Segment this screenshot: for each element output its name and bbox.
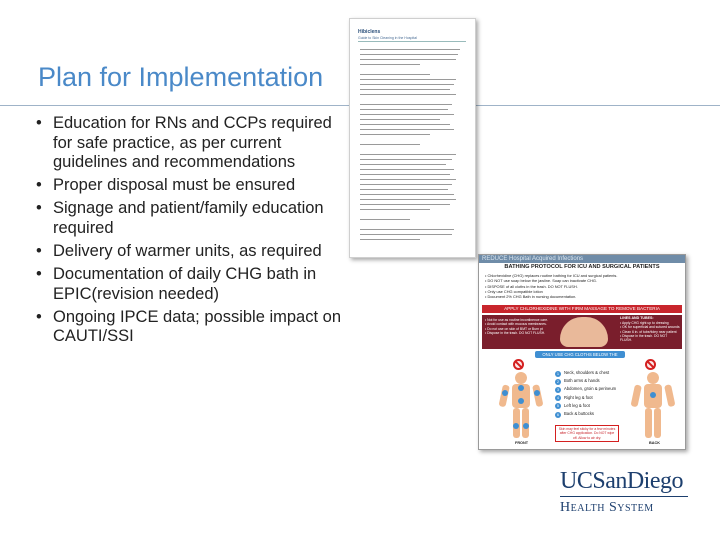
poster-panel-left-list <box>485 318 549 335</box>
bullet-item: • Signage and patient/family education required <box>36 199 346 238</box>
poster-protocol-item: • Chlorhexidine (CHG) replaces routine bathing for ICU and surgical patients. <box>485 273 617 278</box>
poster-panel-item: • Apply CHG right up to dressing <box>620 321 680 325</box>
bullet-item: • Documentation of daily CHG bath in EPIC(revision needed) <box>36 265 346 304</box>
no-symbol-icon <box>513 359 524 370</box>
step-label: Back & buttocks <box>564 411 595 417</box>
bathing-step <box>555 402 616 410</box>
doc1-subtitle: Guide to Skin Cleaning in the Hospital <box>358 36 417 40</box>
doc1-text-line <box>360 64 420 65</box>
doc1-text-line <box>360 184 452 185</box>
step-number: 3 <box>555 387 561 393</box>
bullet-list <box>36 114 346 351</box>
doc1-text-line <box>360 179 456 180</box>
doc1-text-line <box>360 209 430 210</box>
doc1-title: Hibiclens <box>358 29 381 35</box>
doc1-text-line <box>360 94 456 95</box>
doc1-text-line <box>360 104 452 105</box>
poster-panel-item: • Avoid contact with mucous membranes. <box>485 322 549 326</box>
poster-panel-item: • Clean 6 in. of tube/foley near patient <box>620 330 680 334</box>
step-number: 4 <box>555 395 561 401</box>
poster-protocol-item: • DO NOT use soap below the jawline. Soap can inactivate CHG. <box>485 278 617 283</box>
poster-protocol-item: • Only use CHG compatible lotion <box>485 289 617 294</box>
poster-panel-right-heading: LINES AND TUBES: <box>620 316 654 320</box>
poster-protocol-item: • Document 2% CHG Bath in nursing documentation. <box>485 294 617 299</box>
bathing-step <box>555 369 616 377</box>
doc1-text-line <box>360 134 430 135</box>
step-label: Right leg & foot <box>564 394 593 400</box>
doc1-text-line <box>360 59 456 60</box>
doc1-text-line <box>360 199 456 200</box>
no-symbol-icon <box>645 359 656 370</box>
step-label: Abdomen, groin & perineum <box>564 386 617 392</box>
doc1-text-line <box>360 109 448 110</box>
poster-body-diagrams <box>479 359 685 449</box>
doc1-text-line <box>360 154 456 155</box>
doc1-text-line <box>360 159 452 160</box>
doc1-text-line <box>360 49 460 50</box>
poster-panel-item: • Do not use on skin of BMT or Burn pt <box>485 327 549 331</box>
doc1-text-line <box>360 114 454 115</box>
doc1-text-line <box>360 204 450 205</box>
doc1-text-line <box>360 119 440 120</box>
logo-line2: Health System <box>560 500 654 515</box>
step-number: 6 <box>555 412 561 418</box>
poster-panel-right-list <box>620 321 680 342</box>
step-label: Both arms & hands <box>564 378 600 384</box>
doc1-text-line <box>360 229 454 230</box>
doc1-text-line <box>360 89 450 90</box>
face-illustration <box>560 317 608 347</box>
doc1-text-line <box>360 129 454 130</box>
step-number: 5 <box>555 403 561 409</box>
doc1-text-line <box>360 239 420 240</box>
doc1-text-line <box>360 164 446 165</box>
poster-subtitle: BATHING PROTOCOL FOR ICU AND SURGICAL PATIENTS <box>504 264 660 270</box>
bullet-item: • Education for RNs and CCPs required for safe practice, as per current guidelines and recommendations <box>36 114 346 173</box>
front-label: FRONT <box>515 441 529 445</box>
doc1-divider <box>358 41 466 42</box>
bathing-step <box>555 410 616 418</box>
ucsd-health-logo <box>560 468 688 516</box>
doc1-text-line <box>360 169 454 170</box>
poster-protocol-item: • DISPOSE of all cloths in the trash. DO NOT FLUSH. <box>485 284 617 289</box>
poster-protocol-list <box>485 273 617 299</box>
poster-panel-item: • Not for use as routine incontinence care. <box>485 318 549 322</box>
doc1-text-line <box>360 194 454 195</box>
bathing-step <box>555 377 616 385</box>
step-number: 1 <box>555 371 561 377</box>
back-body-figure <box>625 371 681 441</box>
doc1-text-line <box>360 144 420 145</box>
poster-red-banner: APPLY CHLORHEXIDINE WITH FIRM MASSAGE TO REMOVE BACTERIA <box>482 305 682 313</box>
bullet-item: • Ongoing IPCE data; possible impact on CAUTI/SSI <box>36 308 346 347</box>
bathing-step <box>555 394 616 402</box>
doc1-text-line <box>360 74 430 75</box>
bathing-steps-list <box>555 369 616 418</box>
bathing-step <box>555 385 616 393</box>
hibiclens-guide-image <box>349 18 476 258</box>
front-body-figure <box>493 371 549 441</box>
poster-panel-item: • Dispose in the trash. DO NOT FLUSH. <box>620 334 680 343</box>
doc1-text-line <box>360 124 450 125</box>
poster-blue-banner: ONLY USE CHG CLOTHS BELOW THE JAWLINE <box>535 351 625 358</box>
bathing-protocol-poster <box>478 254 686 450</box>
poster-header: REDUCE Hospital Acquired Infections <box>479 255 686 263</box>
logo-line1: UCSanDiego <box>560 468 683 494</box>
poster-panel-item: • Dispose in the trash. DO NOT FLUSH. <box>485 331 549 335</box>
bullet-item: • Proper disposal must be ensured <box>36 176 346 196</box>
doc1-text-line <box>360 79 456 80</box>
bullet-item: • Delivery of warmer units, as required <box>36 242 346 262</box>
poster-panel-item: • OK for superficial and sutured wounds <box>620 325 680 329</box>
logo-divider <box>560 496 688 497</box>
doc1-text-line <box>360 234 452 235</box>
poster-warning-panel <box>482 315 682 349</box>
slide-title: Plan for Implementation <box>38 62 324 92</box>
doc1-text-line <box>360 174 450 175</box>
step-label: Left leg & foot <box>564 402 590 408</box>
doc1-text-line <box>360 84 454 85</box>
doc1-text-line <box>360 54 458 55</box>
back-label: BACK <box>649 441 660 445</box>
poster-note: Skin may feel sticky for a few minutes after CHG application. Do NOT wipe off. Allow to air dry. <box>555 425 619 442</box>
step-number: 2 <box>555 379 561 385</box>
step-label: Neck, shoulders & chest <box>564 370 610 375</box>
doc1-text-line <box>360 219 410 220</box>
doc1-text-line <box>360 189 448 190</box>
